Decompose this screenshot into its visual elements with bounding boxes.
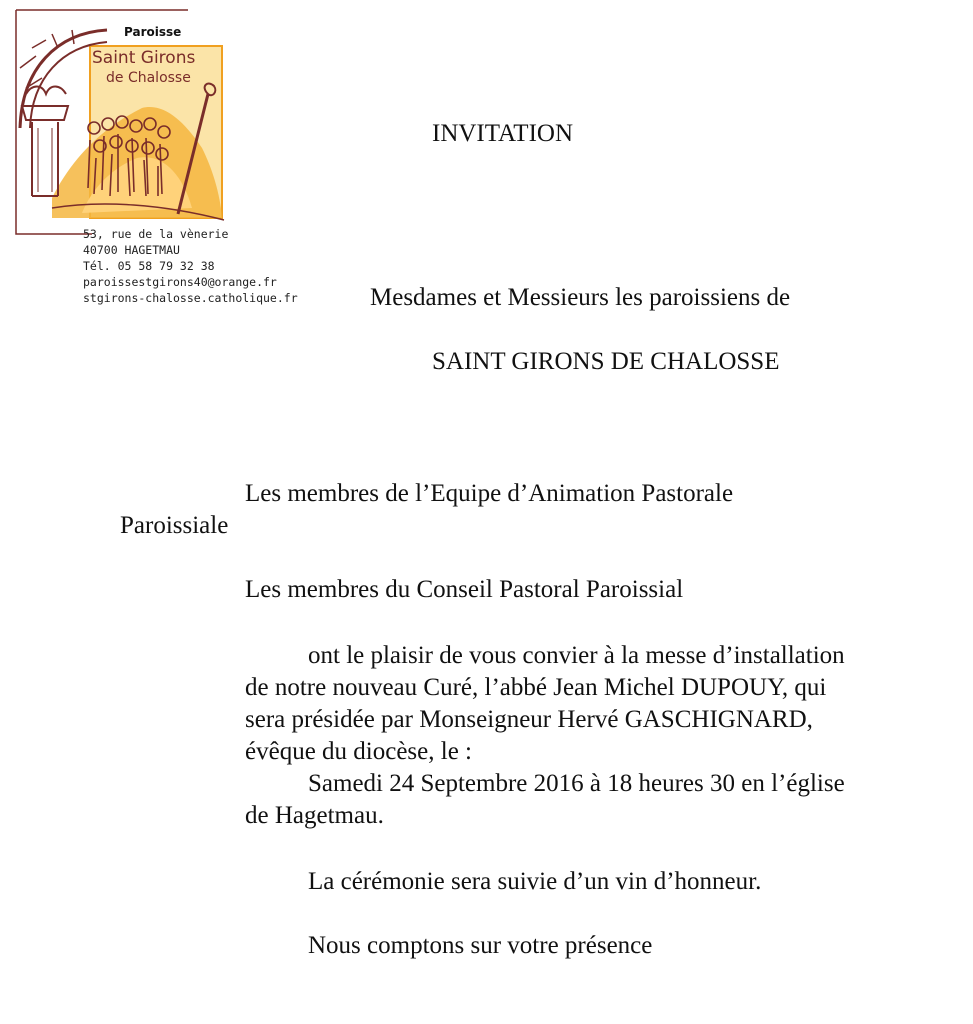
logo-title-chalosse: de Chalosse [106, 70, 191, 86]
paragraph-4-line-1: La cérémonie sera suivie d’un vin d’honneur. [308, 868, 762, 895]
paragraph-3-line-3: sera présidée par Monseigneur Hervé GASCHIGNARD, [245, 706, 813, 733]
addressee-line-1: Mesdames et Messieurs les paroissiens de [370, 284, 791, 311]
addressee-line-2: SAINT GIRONS DE CHALOSSE [432, 348, 780, 375]
paragraph-3-line-6: de Hagetmau. [245, 802, 384, 829]
paragraph-2-line-1: Les membres du Conseil Pastoral Paroissial [245, 576, 684, 603]
paragraph-5-line-1: Nous comptons sur votre présence [308, 932, 653, 959]
invitation-title: INVITATION [432, 120, 574, 147]
paragraph-3-line-2: de notre nouveau Curé, l’abbé Jean Michel DUPOUY, qui [245, 674, 827, 701]
address-email: paroissestgirons40@orange.fr [83, 275, 277, 289]
paragraph-3-line-4: évêque du diocèse, le : [245, 738, 472, 765]
paragraph-1-line-1: Les membres de l’Equipe d’Animation Pastorale [245, 480, 734, 507]
logo-title-saint-girons: Saint Girons [92, 48, 196, 68]
parish-logo-graphic [12, 8, 228, 238]
logo-title-paroisse: Paroisse [124, 25, 182, 39]
address-phone: Tél. 05 58 79 32 38 [83, 259, 215, 273]
address-city: 40700 HAGETMAU [83, 243, 180, 257]
parish-logo [12, 8, 228, 238]
paragraph-1-line-2: Paroissiale [120, 512, 229, 539]
address-website: stgirons-chalosse.catholique.fr [83, 291, 298, 305]
paragraph-3-line-5: Samedi 24 Septembre 2016 à 18 heures 30 en l’église [308, 770, 845, 797]
parish-address [83, 226, 298, 306]
paragraph-3-line-1: ont le plaisir de vous convier à la messe d’installation [308, 642, 845, 669]
address-street: 53, rue de la vènerie [83, 227, 229, 241]
